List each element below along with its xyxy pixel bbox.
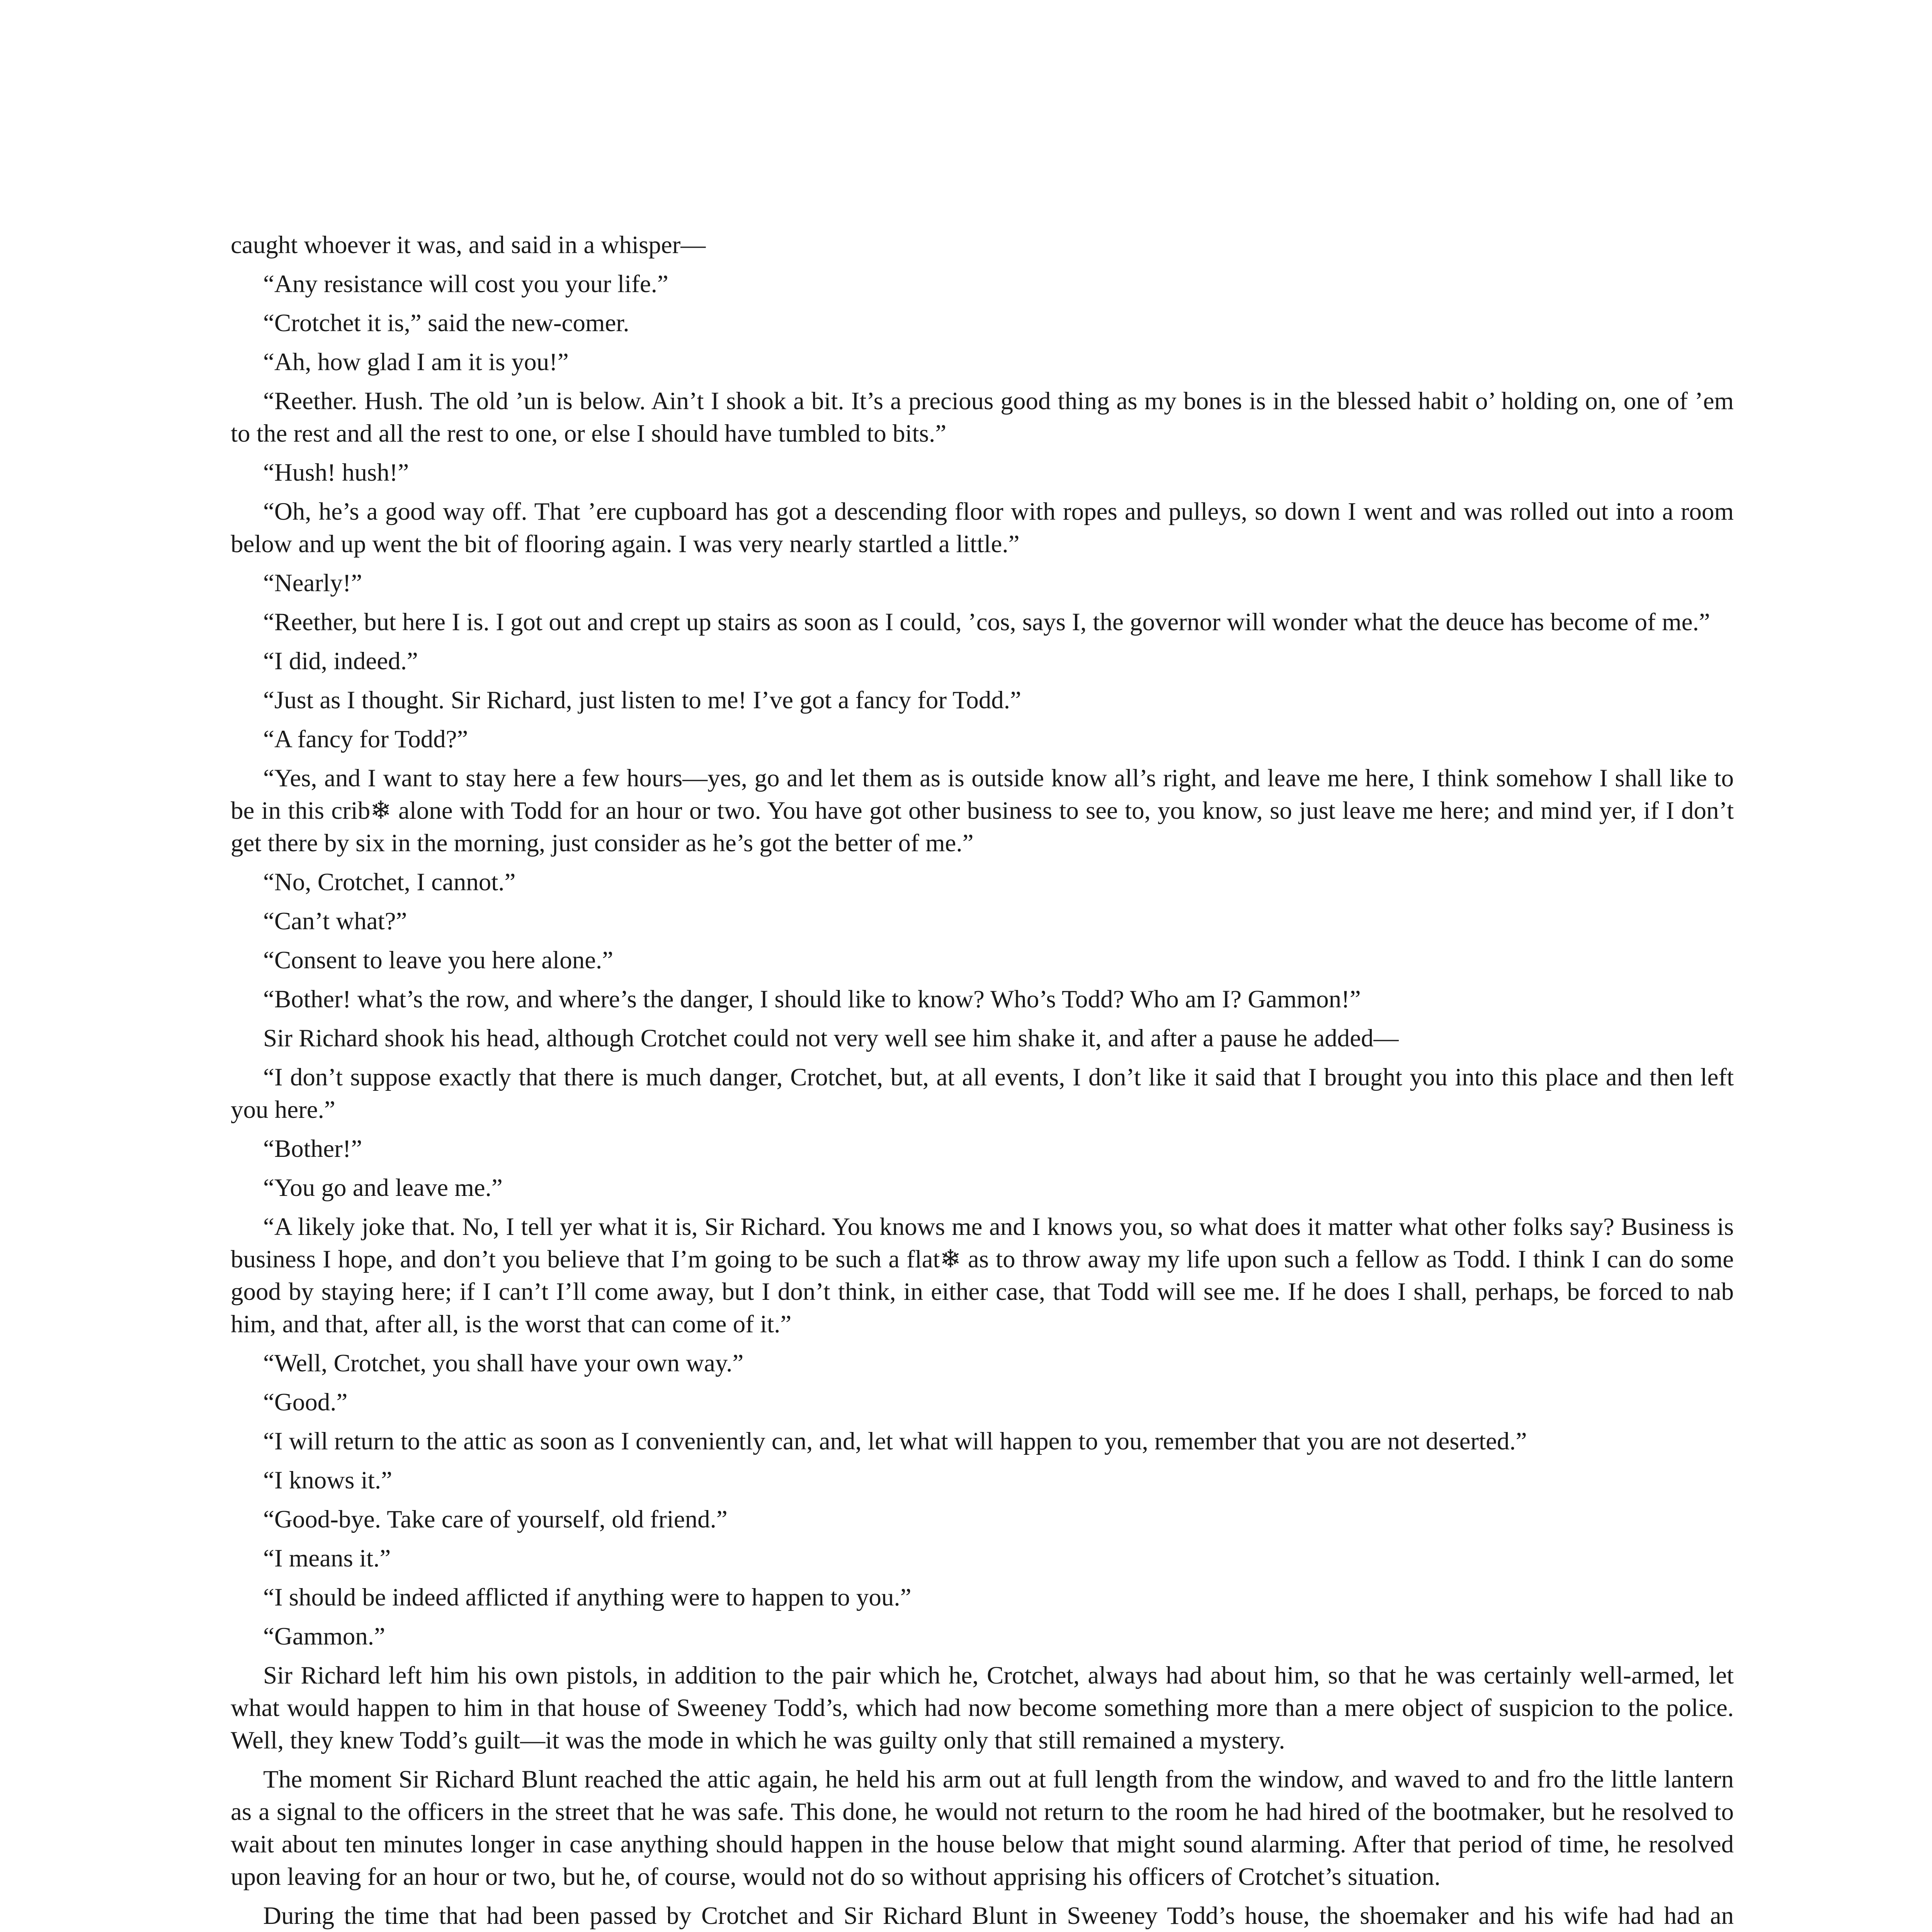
paragraph: “I did, indeed.” <box>263 647 418 675</box>
paragraph: “Reether, but here I is. I got out and crept up stairs as soon as I could, ’cos, says I, the governor will wonder what the deuce has become of me.” <box>263 608 1710 636</box>
paragraph: During the time that had been passed by Crotchet and Sir Richard Blunt in Sweeney Todd’s house, the shoemaker and his wife had had an <box>263 1902 1734 1930</box>
paragraph: “Bother!” <box>263 1135 362 1163</box>
paragraph: “Can’t what?” <box>263 907 407 935</box>
paragraph: “Good-bye. Take care of yourself, old friend.” <box>263 1505 728 1533</box>
paragraph: “Nearly!” <box>263 569 362 597</box>
paragraph: “Reether. Hush. The old ’un is below. Ain’t I shook a bit. It’s a precious good thing as my bones is in the blessed habit o’ holding on, one of ’em to the rest and all the rest to one, or else I should have tumbled to bits.” <box>231 387 1734 447</box>
paragraph: “Consent to leave you here alone.” <box>263 946 614 974</box>
paragraph: “Gammon.” <box>263 1622 385 1650</box>
paragraph: “I means it.” <box>263 1544 391 1572</box>
paragraph: “Hush! hush!” <box>263 459 409 486</box>
paragraph: “I knows it.” <box>263 1466 392 1494</box>
paragraph: “Any resistance will cost you your life.” <box>263 270 668 298</box>
paragraph: “I don’t suppose exactly that there is much danger, Crotchet, but, at all events, I don’t like it said that I brought you into this place and then left you here.” <box>231 1063 1734 1124</box>
paragraph: “Well, Crotchet, you shall have your own way.” <box>263 1349 744 1377</box>
paragraph: “Yes, and I want to stay here a few hours—yes, go and let them as is outside know all’s right, and leave me here, I think somehow I shall like to be in this crib❄ alone with Todd for an hour or two. You have got other business to see to, you know, so just leave me here; and mind yer, if I don’t get there by six in the morning, just consider as he’s got the better of me.” <box>231 764 1734 857</box>
paragraph: The moment Sir Richard Blunt reached the attic again, he held his arm out at full length from the window, and waved to and fro the little lantern as a signal to the officers in the street that he was safe. This done, he would not return to the room he had hired of the bootmaker, but he resolved to wait about ten minutes longer in case anything should happen in the house below that might sound alarming. After that period of time, he resolved upon leaving for an hour or two, but he, of course, would not do so without apprising his officers of Crotchet’s situation. <box>231 1765 1734 1891</box>
paragraph: “Bother! what’s the row, and where’s the danger, I should like to know? Who’s Todd? Who am I? Gammon!” <box>263 985 1361 1013</box>
paragraph: “No, Crotchet, I cannot.” <box>263 868 516 896</box>
page-body-text <box>231 229 1734 1932</box>
paragraph: “Crotchet it is,” said the new-comer. <box>263 309 629 337</box>
paragraph: “You go and leave me.” <box>263 1174 503 1202</box>
paragraph: “A fancy for Todd?” <box>263 725 468 753</box>
paragraph: caught whoever it was, and said in a whisper— <box>231 231 706 259</box>
paragraph: “I should be indeed afflicted if anything were to happen to you.” <box>263 1583 912 1611</box>
paragraph: “Oh, he’s a good way off. That ’ere cupboard has got a descending floor with ropes and pulleys, so down I went and was rolled out into a room below and up went the bit of flooring again. I was very nearly startled a little.” <box>231 498 1734 558</box>
paragraph: “Good.” <box>263 1388 348 1416</box>
paragraph: “Ah, how glad I am it is you!” <box>263 348 569 376</box>
paragraph: Sir Richard left him his own pistols, in addition to the pair which he, Crotchet, always had about him, so that he was certainly well-armed, let what would happen to him in that house of Sweeney Todd’s, which had now become something more than a mere object of suspicion to the police. Well, they knew Todd’s guilt—it was the mode in which he was guilty only that still remained a mystery. <box>231 1662 1734 1754</box>
paragraph: “Just as I thought. Sir Richard, just listen to me! I’ve got a fancy for Todd.” <box>263 686 1021 714</box>
paragraph: Sir Richard shook his head, although Crotchet could not very well see him shake it, and after a pause he added— <box>263 1024 1399 1052</box>
paragraph: “A likely joke that. No, I tell yer what it is, Sir Richard. You knows me and I knows you, so what does it matter what other folks say? Business is business I hope, and don’t you believe that I’m going to be such a flat❄ as to throw away my life upon such a fellow as Todd. I think I can do some good by staying here; if I can’t I’ll come away, but I don’t think, in either case, that Todd will see me. If he does I shall, perhaps, be forced to nab him, and that, after all, is the worst that can come of it.” <box>231 1213 1734 1338</box>
paragraph: “I will return to the attic as soon as I conveniently can, and, let what will happen to you, remember that you are not deserted.” <box>263 1427 1527 1455</box>
